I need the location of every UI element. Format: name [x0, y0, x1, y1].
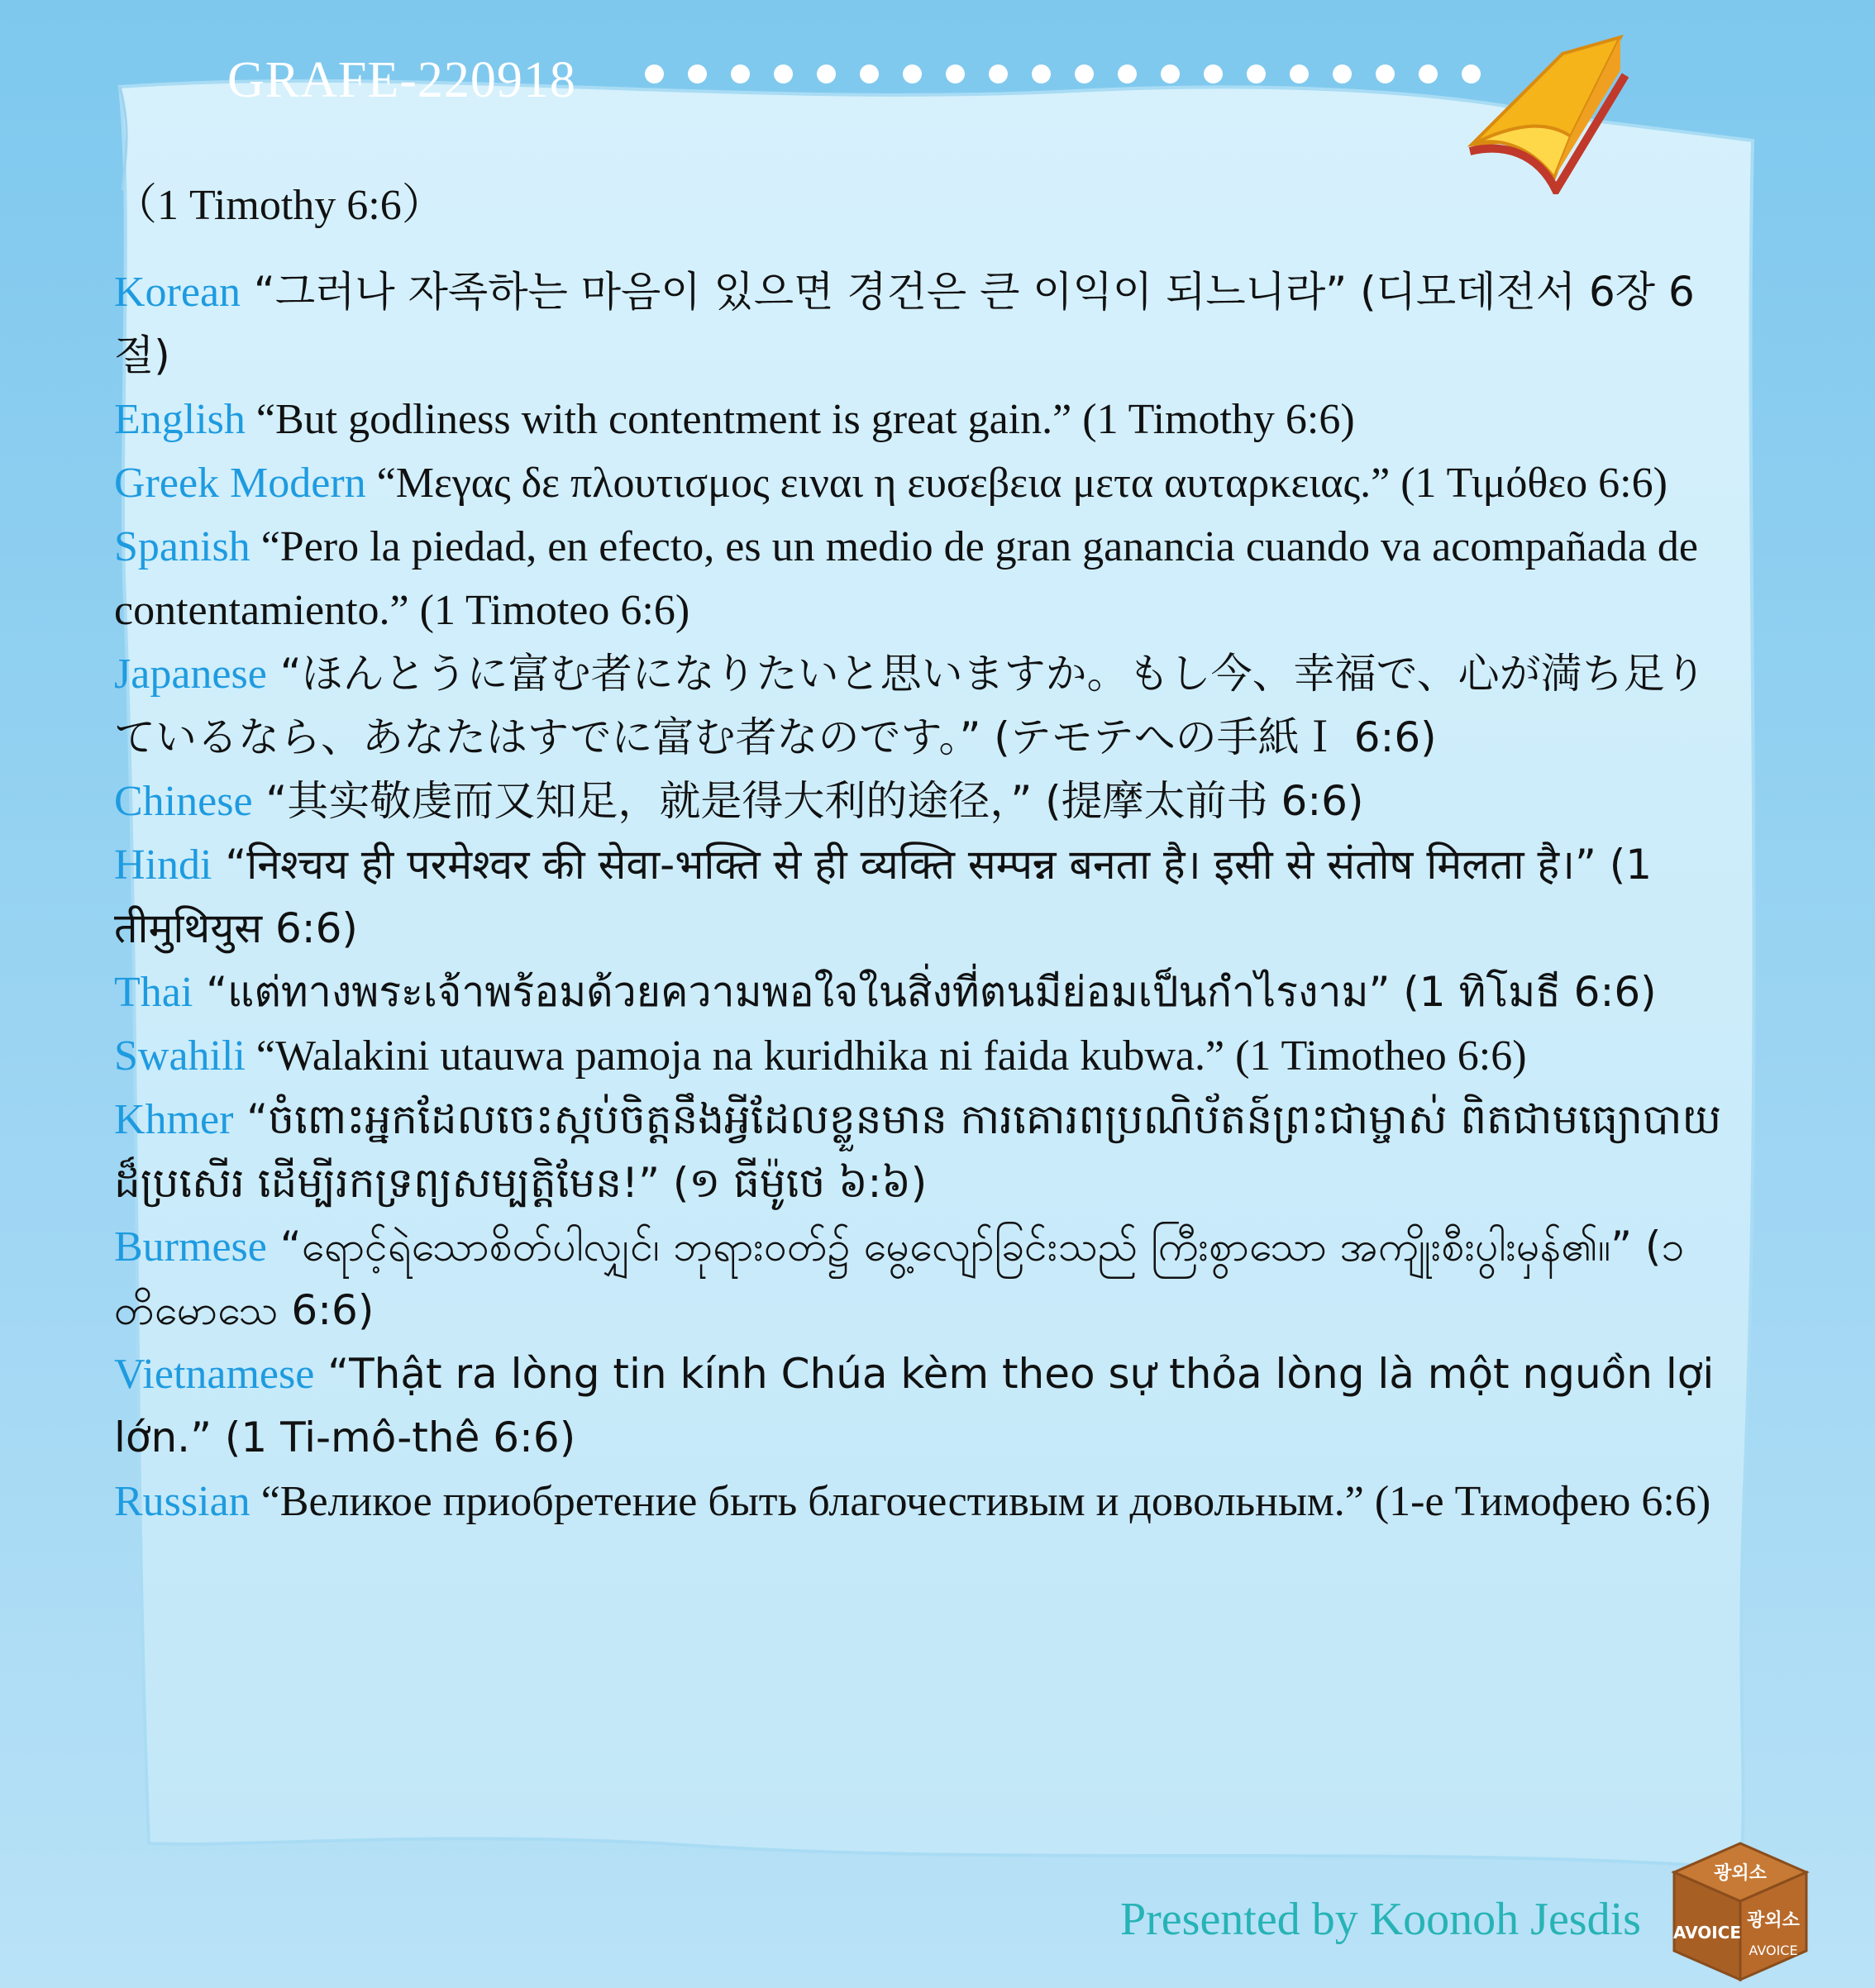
avoice-logo	[1670, 1839, 1811, 1984]
dot	[1204, 64, 1223, 83]
dot	[1032, 64, 1051, 83]
dot	[1376, 64, 1395, 83]
translation-list	[114, 260, 1734, 1533]
language-label: Spanish	[114, 523, 250, 570]
translation-entry	[114, 451, 1734, 515]
translation-entry	[114, 1088, 1734, 1215]
language-label: Burmese	[114, 1223, 267, 1271]
open-book-icon	[1463, 21, 1629, 194]
translation-entry	[114, 642, 1734, 770]
verse-text: “Великое приобретение быть благочестивым и довольным.” (1-е Тимофею 6:6)	[250, 1478, 1711, 1525]
dot	[731, 64, 750, 83]
verse-text: “ចំពោះអ្នកដែលចេះស្កប់ចិត្តនឹងអ្វីដែលខ្លួនមាន ការគោរពប្រណិប័តន៍ព្រះជាម្ចាស់ ពិតជាមធ្យោបាយដ៏ប្រសើរ ដើម្បីរកទ្រព្យសម្បត្តិមែន!” (១ ធីម៉ូថេ ៦:៦)	[114, 1095, 1722, 1207]
dot	[903, 64, 922, 83]
translation-entry	[114, 515, 1734, 642]
dot	[774, 64, 793, 83]
verse-text: “But godliness with contentment is great gain.” (1 Timothy 6:6)	[245, 396, 1355, 443]
language-label: English	[114, 396, 246, 443]
dot	[817, 64, 836, 83]
verse-text: “그러나 자족하는 마음이 있으면 경건은 큰 이익이 되느니라” (디모데전서 6장 6절)	[114, 268, 1695, 379]
dot	[1333, 64, 1352, 83]
dot	[860, 64, 879, 83]
verse-text: “ほんとうに富む者になりたいと思いますか。もし今、幸福で、心が満ち足りているなら、あなたはすでに富む者なのです。” (テモテへの手紙Ｉ 6:6)	[114, 650, 1706, 761]
credit-text: Presented by Koonoh Jesdis	[1120, 1894, 1641, 1945]
verse-reference: （1 Timothy 6:6）	[114, 182, 445, 229]
logo-text: 광외소	[1747, 1910, 1800, 1931]
language-label: Korean	[114, 269, 241, 316]
translation-entry	[114, 1215, 1734, 1342]
dot	[688, 64, 707, 83]
document-title: GRAFE-220918	[227, 52, 576, 108]
language-label: Swahili	[114, 1032, 246, 1080]
dot	[946, 64, 965, 83]
verse-text: “Μεγας δε πλουτισμος ειναι η ευσεβεια μετα αυταρκειας.” (1 Τιμόθεο 6:6)	[365, 460, 1667, 507]
dot	[1290, 64, 1309, 83]
dot	[645, 64, 664, 83]
translation-entry	[114, 388, 1734, 451]
verse-content	[114, 174, 1734, 1533]
dot	[1075, 64, 1094, 83]
translation-entry	[114, 961, 1734, 1024]
dot	[1247, 64, 1266, 83]
verse-text: “निश्चय ही परमेश्वर की सेवा-भक्ति से ही व्यक्ति सम्पन्न बनता है। इसी से संतोष मिलता है।” (1 तीमुथियुस 6:6)	[114, 841, 1653, 952]
verse-text: “Walakini utauwa pamoja na kuridhika ni faida kubwa.” (1 Timotheo 6:6)	[245, 1032, 1527, 1080]
translation-entry	[114, 770, 1734, 833]
dot	[1419, 64, 1438, 83]
logo-text: 광외소	[1714, 1863, 1767, 1884]
language-label: Hindi	[114, 841, 212, 889]
dot	[1161, 64, 1180, 83]
dot	[989, 64, 1008, 83]
translation-entry	[114, 833, 1734, 961]
language-label: Japanese	[114, 651, 267, 698]
decorative-dots	[645, 64, 1481, 83]
translation-entry	[114, 1024, 1734, 1088]
logo-text: AVOICE	[1749, 1943, 1798, 1958]
verse-text: “แต่ทางพระเจ้าพร้อมด้วยความพอใจในสิ่งที่ตนมีย่อมเป็นกำไรงาม” (1 ทิโมธี 6:6)	[193, 968, 1657, 1016]
verse-text: “Pero la piedad, en efecto, es un medio de gran ganancia cuando va acompañada de contentamiento.” (1 Timoteo 6:6)	[114, 523, 1699, 634]
dot	[1118, 64, 1137, 83]
language-label: Chinese	[114, 778, 253, 825]
logo-text: AVOICE	[1672, 1923, 1742, 1943]
verse-text: “其实敬虔而又知足，就是得大利的途径，” (提摩太前书 6:6)	[252, 777, 1364, 825]
language-label: Russian	[114, 1478, 250, 1525]
translation-entry	[114, 260, 1734, 388]
translation-entry	[114, 1342, 1734, 1470]
language-label: Vietnamese	[114, 1351, 315, 1398]
verse-text: “Thật ra lòng tin kính Chúa kèm theo sự thỏa lòng là một nguồn lợi lớn.” (1 Ti-mô-thê 6:6)	[114, 1350, 1715, 1461]
language-label: Thai	[114, 969, 193, 1016]
translation-entry	[114, 1470, 1734, 1533]
verse-text: “ရောင့်ရဲသောစိတ်ပါလျှင်၊ ဘုရားဝတ်၌ မွေ့လျော်ခြင်းသည် ကြီးစွာသော အကျိုးစီးပွါးမှန်၏။” (၁ တိမောသေ 6:6)	[114, 1223, 1685, 1334]
language-label: Greek Modern	[114, 460, 366, 507]
language-label: Khmer	[114, 1096, 234, 1143]
